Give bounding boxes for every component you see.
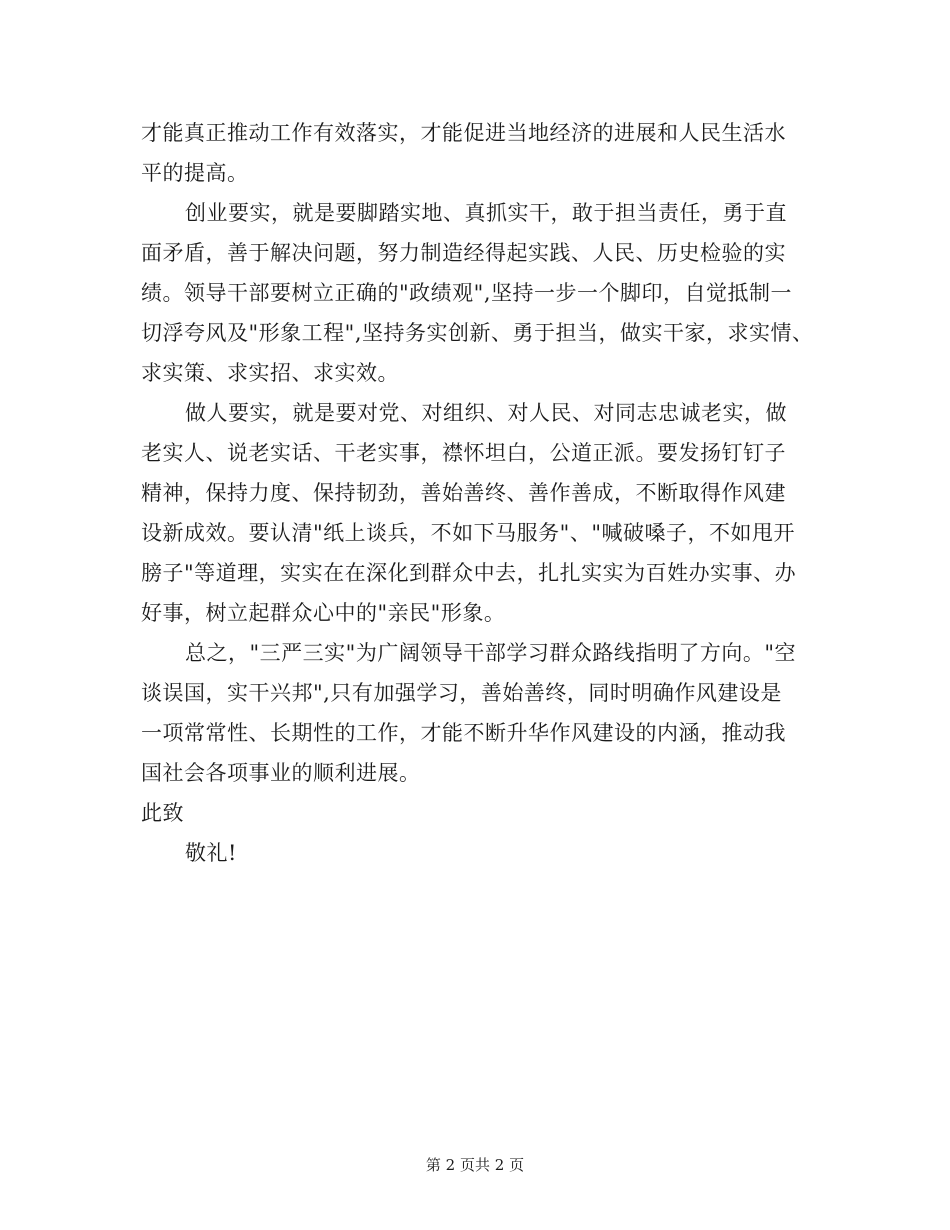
paragraph-start-line: 创业要实，就是要脚踏实地、真抓实干，敢于担当责任，勇于直 [185, 201, 787, 225]
text-line: 谈误国，实干兴邦",只有加强学习，善始善终，同时明确作风建设是 [141, 681, 782, 705]
text-line: 老实人、说老实话、干老实事，襟怀坦白，公道正派。要发扬钉钉子 [141, 441, 786, 465]
paragraph-start-line: 总之，"三严三实"为广阔领导干部学习群众路线指明了方向。"空 [185, 641, 796, 665]
paragraph-start-line: 做人要实，就是要对党、对组织、对人民、对同志忠诚老实，做 [185, 401, 787, 425]
text-line: 国社会各项事业的顺利进展。 [141, 761, 421, 785]
text-line: 好事，树立起群众心中的"亲民"形象。 [141, 601, 506, 625]
letter-body [141, 113, 831, 873]
text-line: 面矛盾，善于解决问题，努力制造经得起实践、人民、历史检验的实 [141, 241, 786, 265]
text-line: 一项常常性、长期性的工作，才能不断升华作风建设的内涵，推动我 [141, 721, 786, 745]
text-line: 绩。领导干部要树立正确的"政绩观",坚持一步一个脚印，自觉抵制一 [141, 281, 792, 305]
text-line: 精神，保持力度、保持韧劲，善始善终、善作善成，不断取得作风建 [141, 481, 786, 505]
page-number-footer: 第 2 页共 2 页 [425, 1156, 525, 1174]
text-line: 才能真正推动工作有效落实，才能促进当地经济的进展和人民生活水 [141, 121, 786, 145]
text-line: 求实策、求实招、求实效。 [141, 361, 399, 385]
salutation-line: 敬礼! [185, 841, 237, 865]
text-line: 设新成效。要认清"纸上谈兵，不如下马服务"、"喊破嗓子，不如甩开 [141, 521, 795, 545]
text-line: 切浮夸风及"形象工程",坚持务实创新、勇于担当，做实干家，求实情、 [141, 321, 814, 345]
text-line: 平的提高。 [141, 161, 249, 185]
text-line: 膀子"等道理，实实在在深化到群众中去，扎扎实实为百姓办实事、办 [141, 561, 797, 585]
closing-line: 此致 [141, 801, 184, 825]
